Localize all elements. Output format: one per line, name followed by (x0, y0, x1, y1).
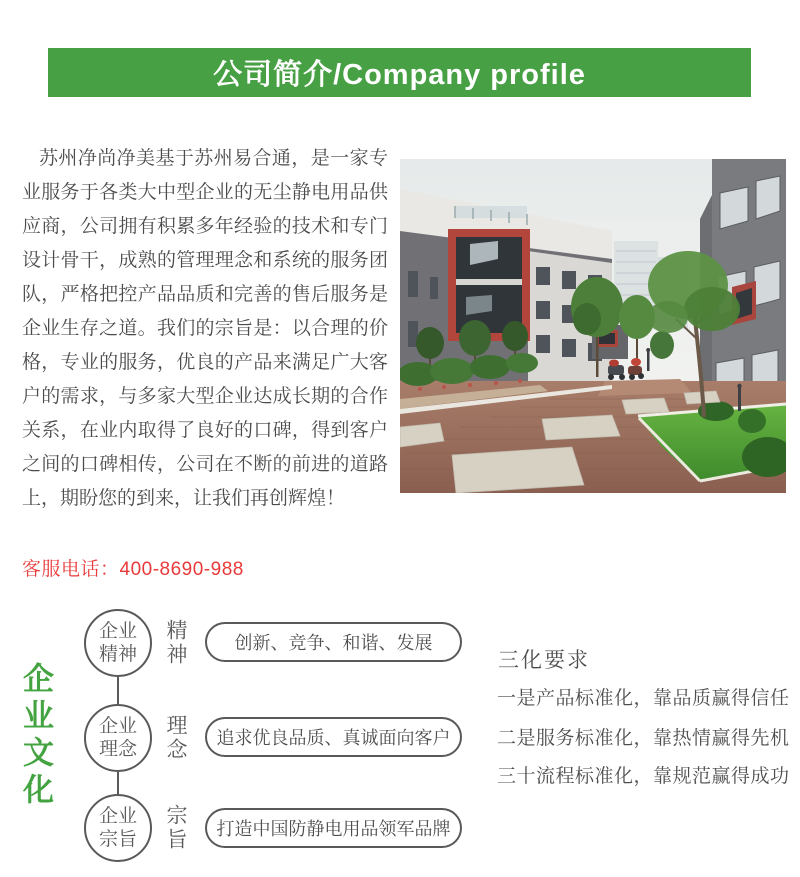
requirement-line: 三十流程标准化，靠规范赢得成功 (497, 766, 790, 787)
circle-text-bottom: 精神 (98, 644, 137, 665)
culture-label-aim: 宗旨 (164, 804, 188, 852)
company-intro-paragraph: 苏州净尚净美基于苏州易合通，是一家专业服务于各类大中型企业的无尘静电用品供应商，公司拥有积累多年经验的技术和专门设计骨干，成熟的管理理念和系统的服务团队，严格把控产品品质和完善的售后服务是企业生存之道。我们的宗旨是：以合理的价格，专业的服务，优良的产品来满足广大客户的需求，与多家大型企业达成长期的合作关系，在业内取得了良好的口碑，得到客户之间的口碑相传，公司在不断的前进的道路上，期盼您的到来，让我们再创辉煌！ (22, 148, 388, 509)
culture-circle-aim (84, 794, 152, 862)
circle-text-top: 企业 (98, 806, 137, 827)
circle-text-top: 企业 (98, 716, 137, 737)
requirement-line: 一是产品标准化，靠品质赢得信任 (497, 688, 790, 709)
circle-text-top: 企业 (98, 621, 137, 642)
campus-photo-illustration (400, 159, 786, 493)
requirements-title: 三化要求 (498, 649, 590, 672)
circle-text-bottom: 理念 (98, 739, 137, 760)
circle-connector (117, 772, 119, 794)
culture-label-idea: 理念 (164, 714, 188, 762)
section-banner (48, 48, 751, 97)
page-title: 公司简介/Company profile (213, 59, 586, 91)
culture-box-spirit: 创新、竞争、和谐、发展 (205, 622, 462, 662)
culture-box-aim: 打造中国防静电用品领军品牌 (205, 808, 462, 848)
culture-box-idea: 追求优良品质、真诚面向客户 (205, 717, 462, 757)
culture-vertical-title: 企业文化 (18, 662, 53, 810)
service-hotline: 客服电话：400-8690-988 (22, 559, 244, 580)
campus-photo (400, 159, 786, 493)
circle-connector (117, 677, 119, 704)
culture-circle-spirit (84, 609, 152, 677)
culture-circle-idea (84, 704, 152, 772)
culture-label-spirit: 精神 (164, 619, 188, 667)
requirement-line: 二是服务标准化，靠热情赢得先机 (497, 728, 790, 749)
circle-text-bottom: 宗旨 (98, 829, 137, 850)
